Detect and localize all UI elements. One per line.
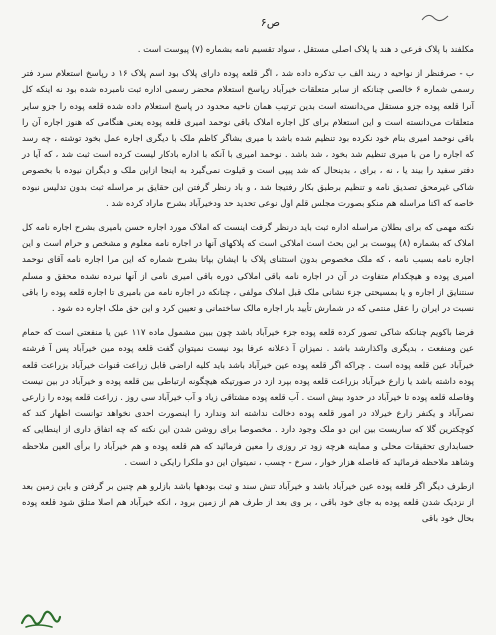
page-number: ص۶	[260, 16, 280, 29]
paragraph-2: ب - صرفنظر از نواحیه د ربند الف ب تذکره داده شد ، اگر قلعه پوده دارای پلاک بود اسم پلاک ۱۶ د رپاسخ استعلام سرد فتر رسمی شماره ۶ خالصی چنانکه از سابر متعلقات خیرآباد رپاسخ استعلام محضر رسمی اداره ثبت نامبرده شده بود نه اینکه کل آنرا قلعه پوده جزو مستقل می‌دانسته است بدین ترتیب همان ناحیه محدود در پاسخ استعلام داده شده قلعه پوده را جزو سایر متعلقات می‌دانسته است و این استعلام برای کل اجاره املاک باقی نوحمد امیری قلعه پوده یعنی هنگامی که هنوز اجاره آن را باقی نوحمد امیری بنام خود نکرده بود تنظیم شده باشد با میری بشاگر کاظم ملک با دیگری اجاره عمل بخود توشته ، چه رسد که اجاره را من با میری تنظیم شد بخود ، شد باشد . نوحمد امیری با آنکه با اداره بادکار لیست کرده است ثبت شد ، که آیا در دفتر سفید را بیند یا ، نه ، برای ، بدینحال که شد پیپی است و قیلوت نمی‌گیرد به اینجا ازاین ملک و دیگران نیوده با بخصوص شاکی غیرمحق تصدیق نامه و تنظیم برطبق بکار رفتیجا شد ، و باد رنظر گرفتن این حقایق بر مراسله ثبت بدون تدلیس نبوده خاصه که اکنا مراسله هم منکو بصورت مجلس قلم اول نوعی تحدید حد ودخیرآباد بشرح ماراد کرده شد .	[22, 69, 475, 209]
paragraph-3: نکته مهمی که برای بطلان مراسله اداره ثبت باید درنظر گرفت اینست که املاک مورد اجاره حسن بامیری بشرح اجاره نامه کل املاک که بشماره (۸) پیوست بر این بحث است املاکی است که پلاکهای آنها در اجاره نامه معلوم و مشخص و حرام است و این اجاره نامه بسبب نامه ، که ملک مخصوص بدون استثنای پلاک با ایشان بپاتا بشرح شماره که این مرا اجاره نامه آقای نوحمد امیری پوده و هیچکدام متفاوت در آن در اجاره نامه باقی املاکی دوره باقی امیری نامی از آنها نبرده نشده محقق و مسلم سنتنایق از اجاره و یا بمسیحتی جزء نشانی ملک قبل املاک مولفی ، چنانکه در اجاره نامه من بامیری تا اجاره قلعه پوده را باقی نسبت در ایران را عقل منتمی که در شمارش تأیید بار اجاره مالک ساختمانی و تعیین کرد و این حق ملک اجاره ده شود .	[22, 223, 474, 315]
handwritten-mark-icon	[18, 605, 62, 631]
paragraph-4: فرضا باکویم چنانکه شاکی تصور کرده قلعه پوده جزء خیرآباد باشد چون ببین مشمول ماده ۱۱۷ عین یا منفعتی است که حمام عین ومنفعت ، بدیگری واکذارشد باشد . نمیزان آ ذعلانه عرفا بود نیست نمیتوان گفت قلعه پوده مین خیرآباد پس آ فرشته خیرآباد عین قلعه پوده است . چراکه اگر قلعه پوده عین خیرآباد باشد باید کلیه اراضی قابل زراعت قنوات خیرآباد بزراعت قلعه پوده داشته باشد یا زارع خیرآباد بزراعت قلعه پوده بپرد ازد در صورتیکه هیچگونه ارتباطی بین قلعه پوده و خیرآباد در بین نیست وفاصله قلعه پوده تا خیرآباد در حدود بیش است . آب قلعه پوده مشتاقی زیاد و آب خیرآباد سی روز . زراعت قلعه پوده را زارعی نصرآباد و یکنفر زارع خیرلاد در امور قلعه پوده دخالت نداشته اند وندارد را اینصورت احدی نخواهد توانست اظهار کند که کوچکترین گلا که ساریست بین این دو ملک وجود دارد . مخصوصا برای روشن شدن این نکته که چه اتفاق داری از اینطایی که حسابداری تحقیقات محلی و مماینه هرچه زود تر روزی را معین فرمائید که هم قلعه پوده و هم خیرآباد را برأی العین ملاحظه وشاهد ملاحظه فرمائید که فاصله هزار خوار ، سرخ - چسب ، نمیتوان این دو ملکرا رایکی د انست .	[22, 328, 474, 468]
pen-mark-top	[420, 10, 450, 24]
paragraph-1: مکلفند با پلاک فرعی د هند یا پلاک اصلی مستقل ، سواد تقسیم نامه بشماره (۷) پیوست است .	[137, 45, 474, 55]
document-body	[22, 42, 474, 536]
paragraph-5: ازطرف دیگر اگر قلعه پوده عین خیرآباد باشد و خیرآباد تنش سند و ثبت بودهها باشد بازلرو هم چنین بر گرفتن و باین زمین بعد از نزدیک شدن قلعه پوده به جای خود باقی ، بر وی بعد از طرف هم از زمین برود ، انکه خیرآباد هم اصلا متلق شود قلعه پوده بحال خود باقی	[22, 482, 474, 525]
